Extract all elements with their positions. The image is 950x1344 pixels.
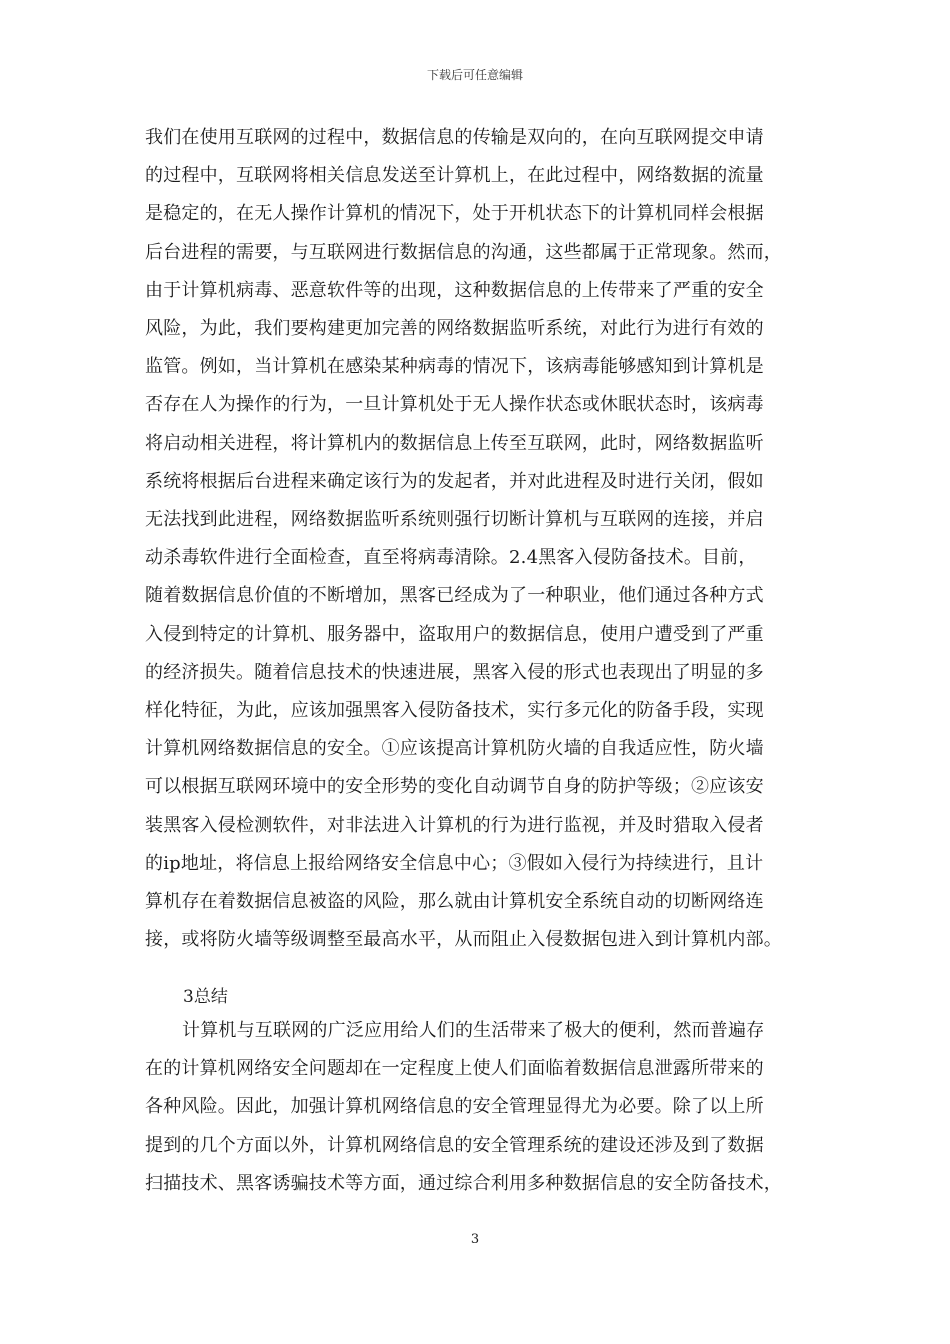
text-line: 计算机与互联网的广泛应用给人们的生活带来了极大的便利，然而普遍存 bbox=[182, 1020, 765, 1041]
text-line: 可以根据互联网环境中的安全形势的变化自动调节自身的防护等级；②应该安 bbox=[145, 776, 764, 798]
text-line: 系统将根据后台进程来确定该行为的发起者，并对此进程及时进行关闭，假如 bbox=[145, 470, 764, 492]
text-line: 入侵到特定的计算机、服务器中，盗取用户的数据信息，使用户遭受到了严重 bbox=[145, 623, 764, 645]
text-line: 是稳定的，在无人操作计算机的情况下，处于开机状态下的计算机同样会根据 bbox=[145, 203, 764, 225]
text-line: 无法找到此进程，网络数据监听系统则强行切断计算机与互联网的连接，并启 bbox=[145, 509, 764, 530]
text-line: 将启动相关进程，将计算机内的数据信息上传至互联网，此时，网络数据监听 bbox=[145, 432, 764, 454]
section-heading: 3总结 bbox=[183, 987, 228, 1007]
text-line: 装黑客入侵检测软件，对非法进入计算机的行为进行监视，并及时猎取入侵者 bbox=[145, 814, 764, 836]
text-line: 计算机网络数据信息的安全。①应该提高计算机防火墙的自我适应性，防火墙 bbox=[145, 738, 764, 760]
text-line: 随着数据信息价值的不断增加，黑客已经成为了一种职业，他们通过各种方式 bbox=[145, 585, 764, 607]
text-line: 的经济损失。随着信息技术的快速进展，黑客入侵的形式也表现出了明显的多 bbox=[145, 661, 764, 683]
text-line: 样化特征，为此，应该加强黑客入侵防备技术，实行多元化的防备手段，实现 bbox=[145, 700, 764, 721]
text-line: 扫描技术、黑客诱骗技术等方面，通过综合利用多种数据信息的安全防备技术， bbox=[145, 1172, 782, 1194]
text-line: 在的计算机网络安全问题却在一定程度上使人们面临着数据信息泄露所带来的 bbox=[145, 1058, 764, 1080]
text-line: 监管。例如，当计算机在感染某种病毒的情况下，该病毒能够感知到计算机是 bbox=[145, 356, 764, 378]
text-line: 的过程中，互联网将相关信息发送至计算机上，在此过程中，网络数据的流量 bbox=[145, 165, 764, 187]
text-line: 算机存在着数据信息被盗的风险，那么就由计算机安全系统自动的切断网络连 bbox=[145, 891, 764, 912]
text-line: 风险，为此，我们要构建更加完善的网络数据监听系统，对此行为进行有效的 bbox=[145, 318, 764, 339]
text-line: 后台进程的需要，与互联网进行数据信息的沟通，这些都属于正常现象。然而， bbox=[145, 241, 782, 263]
text-line: 我们在使用互联网的过程中，数据信息的传输是双向的，在向互联网提交申请 bbox=[145, 127, 764, 148]
text-line: 各种风险。因此，加强计算机网络信息的安全管理显得尤为必要。除了以上所 bbox=[145, 1096, 764, 1118]
text-line: 动杀毒软件进行全面检查，直至将病毒清除。2.4黑客入侵防备技术。目前， bbox=[145, 547, 757, 569]
text-line: 接，或将防火墙等级调整至最高水平，从而阻止入侵数据包进入到计算机内部。 bbox=[145, 929, 782, 951]
text-line: 的ip地址，将信息上报给网络安全信息中心；③假如入侵行为持续进行，且计 bbox=[145, 852, 764, 874]
page-header: 下载后可任意编辑 bbox=[426, 68, 523, 82]
text-line: 由于计算机病毒、恶意软件等的出现，这种数据信息的上传带来了严重的安全 bbox=[145, 279, 764, 301]
text-line: 提到的几个方面以外，计算机网络信息的安全管理系统的建设还涉及到了数据 bbox=[145, 1134, 764, 1156]
page-number: 3 bbox=[470, 1232, 480, 1247]
text-line: 否存在人为操作的行为，一旦计算机处于无人操作状态或休眠状态时，该病毒 bbox=[145, 394, 764, 416]
